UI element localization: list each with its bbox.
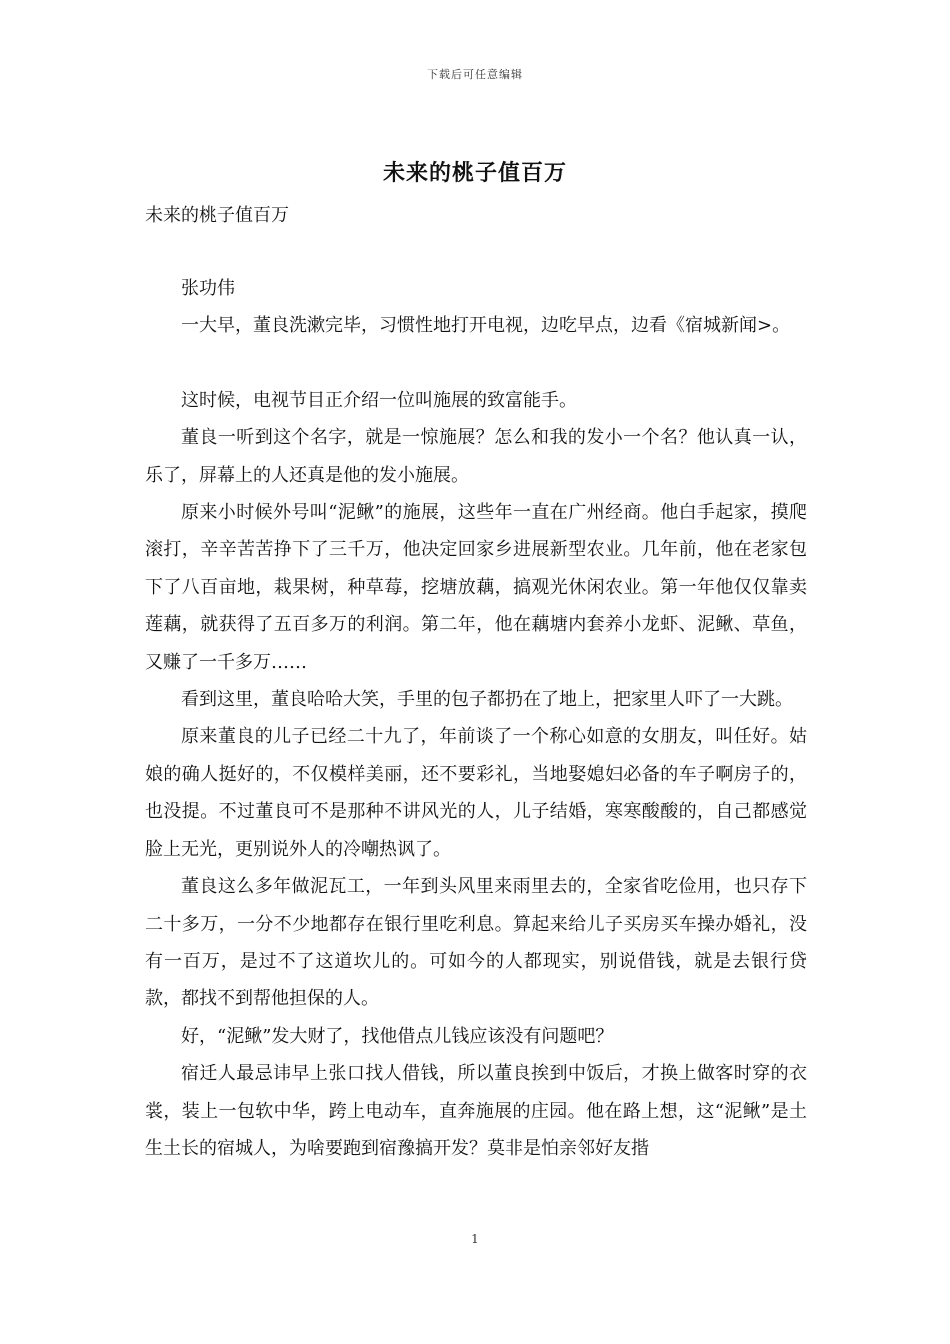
body-paragraph: 一大早，董良洗漱完毕，习惯性地打开电视，边吃早点，边看《宿城新闻>。	[181, 315, 791, 337]
body-paragraph: 原来小时候外号叫“泥鳅”的施展，这些年一直在广州经商。他白手起家，摸爬滚打，辛辛苦苦挣下了三千万，他决定回家乡进展新型农业。几年前，他在老家包下了八百亩地，栽果树，种草莓，挖塘放藕，搞观光休闲农业。第一年他仅仅靠卖莲藕，就获得了五百多万的利润。第二年，他在藕塘内套养小龙虾、泥鳅、草鱼，又赚了一千多万……	[145, 502, 807, 673]
header-note: 下载后可任意编辑	[427, 68, 523, 81]
body-paragraph: 董良一听到这个名字，就是一惊施展？怎么和我的发小一个名？他认真一认，乐了，屏幕上的人还真是他的发小施展。	[145, 427, 807, 486]
body-paragraph: 宿迁人最忌讳早上张口找人借钱，所以董良挨到中饭后，才换上做客时穿的衣裳，装上一包软中华，跨上电动车，直奔施展的庄园。他在路上想，这“泥鳅”是土生土长的宿城人，为啥要跑到宿豫搞开发？莫非是怕亲邻好友揩	[145, 1063, 807, 1159]
body-paragraph: 原来董良的儿子已经二十九了，年前谈了一个称心如意的女朋友，叫任好。姑娘的确人挺好的，不仅模样美丽，还不要彩礼，当地娶媳妇必备的车子啊房子的，也没提。不过董良可不是那种不讲风光的人，儿子结婚，寒寒酸酸的，自己都感觉脸上无光，更别说外人的冷嘲热讽了。	[145, 726, 807, 860]
body-paragraph: 看到这里，董良哈哈大笑，手里的包子都扔在了地上，把家里人吓了一大跳。	[181, 689, 793, 711]
body-paragraph: 好，“泥鳅”发大财了，找他借点儿钱应该没有问题吧？	[181, 1025, 614, 1047]
author-line: 张功伟	[181, 278, 235, 299]
page-number: 1	[471, 1232, 479, 1246]
body-paragraph: 董良这么多年做泥瓦工，一年到头风里来雨里去的，全家省吃俭用，也只存下二十多万，一分不少地都存在银行里吃利息。算起来给儿子买房买车操办婚礼，没有一百万，是过不了这道坎儿的。可如今的人都现实，别说借钱，就是去银行贷款，都找不到帮他担保的人。	[145, 876, 807, 1010]
body-paragraph: 这时候，电视节目正介绍一位叫施展的致富能手。	[181, 389, 577, 411]
document-body	[145, 270, 807, 1167]
document-title: 未来的桃子值百万	[382, 160, 567, 186]
document-subtitle: 未来的桃子值百万	[145, 205, 289, 226]
